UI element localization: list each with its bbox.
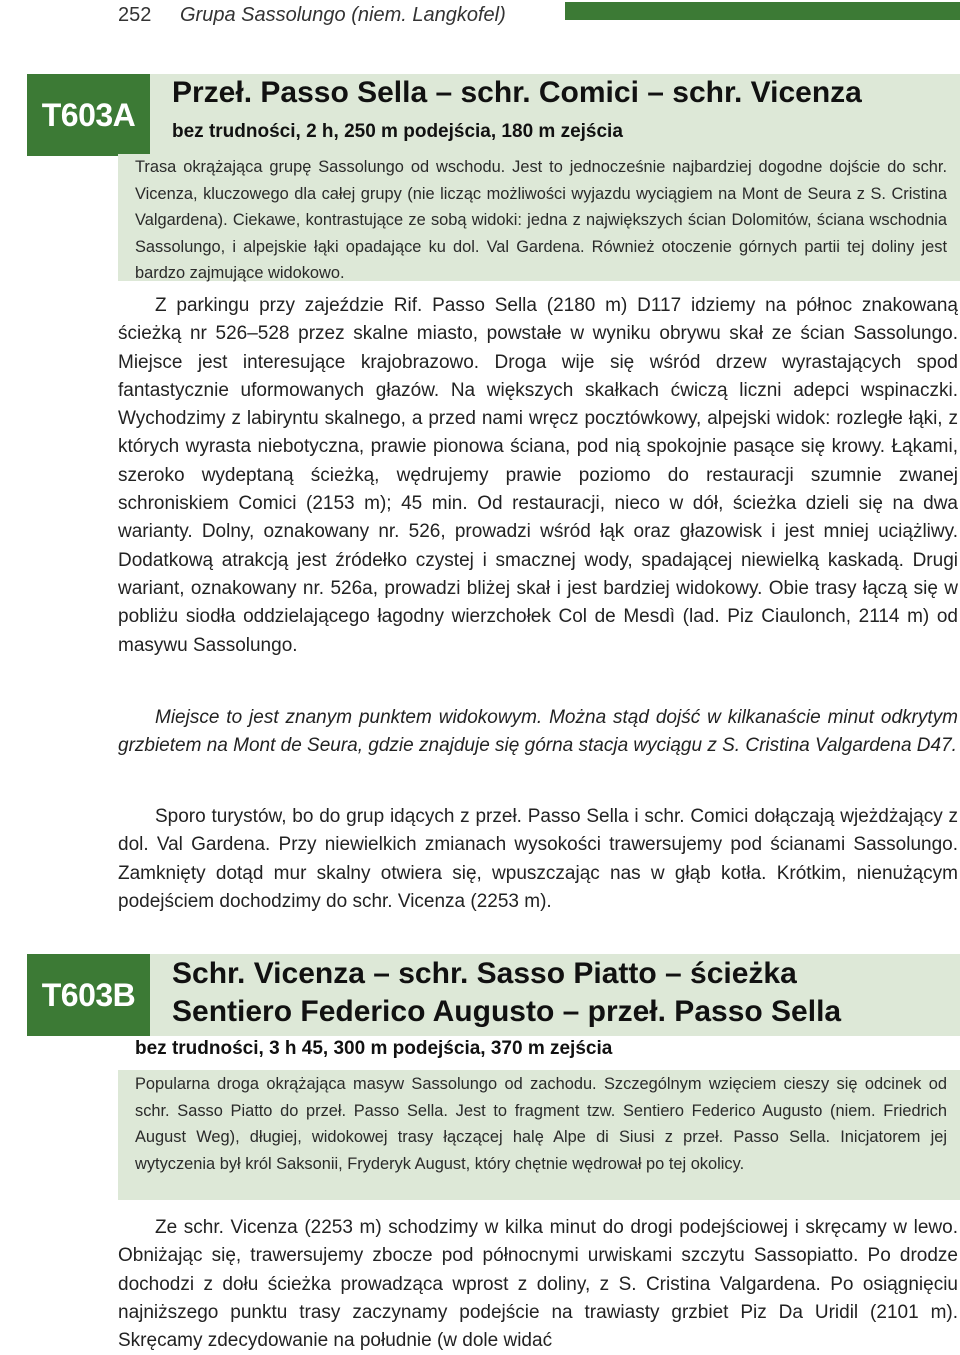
route-code-badge: T603A: [27, 74, 150, 156]
route-intro-text: Popularna droga okrążająca masyw Sassolungo od zachodu. Szczególnym wzięciem cieszy się odcinek od schr. Sasso Piatto do przeł. Passo Sella. Jest to fragment tzw. Sentiero Federico Augusto (niem. Friedrich August Weg), długiej, widokowej trasy łączącej halę Alpe di Siusi z przeł. Passo Sella. Inicjatorem jej wytyczenia był król Saksonii, Fryderyk August, który chętnie wędrował po tej okolicy.: [135, 1075, 947, 1173]
route-description-paragraph: Z parkingu przy zajeździe Rif. Passo Sella (2180 m) D117 idziemy na północ znakowaną ścieżką nr 526–528 przez skalne miasto, powstałe w wyniku obrywu skał ze ścian Sassolungo. Miejsce jest interesujące krajobrazowo. Droga wije się wśród drzew wyrastających spod fantastycznie uformowanych głazów. Na większych skałkach ćwiczą liczni adepci wspinaczki. Wychodzimy z labiryntu skalnego, a przed nami wręcz pocztówkowy, alpejski widok: rozległe łąki, z których wyrasta niebotyczna, prawie pionowa ściana, pod nią spokojnie pasące się krowy. Łąkami, szeroko wydeptaną ścieżką, wędrujemy prawie poziomo do restauracji szumnie zwanej schroniskiem Comici (2153 m); 45 min. Od restauracji, nieco w dół, ścieżka dzieli się na dwa warianty. Dolny, oznakowany nr. 526, prowadzi wśród łąk oraz głazowisk i jest mniej uciążliwy. Dodatkową atrakcją jest źródełko czystej i smacznej wody, spadającej niewielką kaskadą. Drugi wariant, oznakowany nr. 526a, prowadzi bliżej skał i jest bardziej widokowy. Obie trasy łączą się w pobliżu siodła oddzielającego łagodny wierzchołek Col de Mesdì (lad. Piz Ciaulonch, 2114 m) od masywu Sassolungo.: [118, 295, 958, 656]
route-code-badge: T603B: [27, 954, 150, 1036]
route-intro-text: Trasa okrążająca grupę Sassolungo od wschodu. Jest to jednocześnie najbardziej dogodne dojście do schr. Vicenza, kluczowego dla całej grupy (nie licząc możliwości wyjazdu wyciągiem na Mont de Seura z S. Cristina Valgardena). Ciekawe, kontrastujące ze sobą widoki: jedna z największych ścian Dolomitów, ściana wschodnia Sassolungo, i alpejskie łąki opadające ku dol. Val Gardena. Również otoczenie górnych partii tej doliny jest bardzo zajmujące widokowo.: [135, 158, 947, 282]
route-description-paragraph: Sporo turystów, bo do grup idących z przeł. Passo Sella i schr. Comici dołączają wjeżdżający z dol. Val Gardena. Przy niewielkich zmianach wysokości trawersujemy pod ścianami Sassolungo. Zamknięty dotąd mur skalny otwiera się, wpuszczając nas w głąb kotła. Krótkim, nienużącym podejściem dochodzimy do schr. Vicenza (2253 m).: [118, 806, 958, 912]
route-stats: bez trudności, 2 h, 250 m podejścia, 180 m zejścia: [172, 121, 623, 142]
route-title-line-1: Schr. Vicenza – schr. Sasso Piatto – ścieżka: [172, 957, 797, 990]
running-header: [0, 0, 960, 30]
page-number: 252: [118, 4, 152, 26]
route-description-paragraph: Ze schr. Vicenza (2253 m) schodzimy w kilka minut do drogi podejściowej i skręcamy w lewo. Obniżając się, trawersujemy zbocze pod północnymi urwiskami szczytu Sassopiatto. Po drodze dochodzi z dołu ścieżka prowadząca wprost z doliny, z S. Cristina Valgardena. Po osiągnięciu najniższego punktu trasy zaczynamy podejście na trawiasty grzbiet Piz Da Uridil (2101 m). Skręcamy zdecydowanie na południe (w dole widać: [118, 1217, 958, 1352]
route-title-line-2: Sentiero Federico Augusto – przeł. Passo Sella: [172, 995, 842, 1028]
running-title: Grupa Sassolungo (niem. Langkofel): [180, 4, 506, 26]
route-stats: bez trudności, 3 h 45, 300 m podejścia, 370 m zejścia: [135, 1038, 613, 1059]
header-accent-bar: [565, 2, 960, 20]
route-title: Przeł. Passo Sella – schr. Comici – schr. Vicenza: [172, 76, 862, 109]
viewpoint-note-paragraph: Miejsce to jest znanym punktem widokowym. Można stąd dojść w kilkanaście minut odkrytym grzbietem na Mont de Seura, gdzie znajduje się górna stacja wyciągu z S. Cristina Valgardena D47.: [118, 707, 958, 757]
